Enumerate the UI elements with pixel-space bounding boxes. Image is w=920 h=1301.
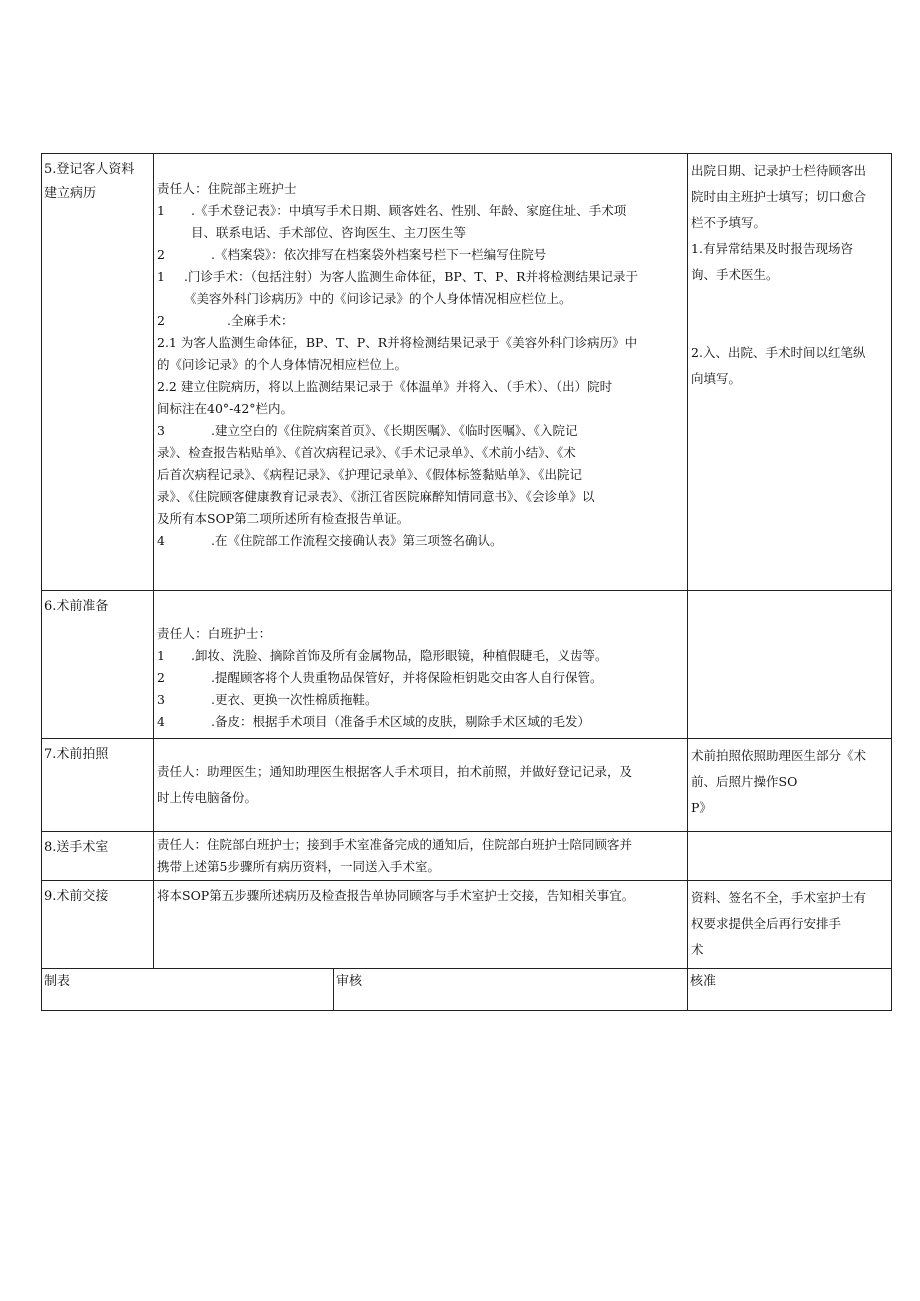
step9-title: 9.术前交接: [44, 889, 109, 904]
step8-content-cell: [154, 832, 688, 881]
step7-content: 责任人：助理医生；通知助理医生根据客人手术项目，拍术前照，并做好登记记录，及 时上传电脑备份。: [157, 764, 633, 805]
step5-item: 4 .在《住院部工作流程交接确认表》第三项签名确认。: [157, 533, 503, 548]
step5-item: 2 .全麻手术：: [157, 313, 294, 328]
prepared-by-cell: [42, 969, 334, 1011]
step8-note-cell: [688, 832, 892, 881]
step5-responsible: 责任人：住院部主班护士: [157, 181, 297, 196]
step6-title: 6.术前准备: [44, 599, 109, 614]
step5-content-cell: [154, 154, 688, 591]
step9-content: 将本SOP第五步骤所述病历及检查报告单协同顾客与手术室护士交接，告知相关事宜。: [157, 888, 635, 903]
step9-note-cell: [688, 881, 892, 969]
step7-note-cell: [688, 739, 892, 832]
step7-title: 7.术前拍照: [44, 747, 109, 762]
step5-item: 3 .建立空白的《住院病案首页》、《长期医嘱》、《临时医嘱》、《入院记 录》、检查报告粘贴单》、《首次病程记录》、《手术记录单》、《术前小结》、《术 后首次病程记录》、《病程记录》、《护理记录单》、《假体标签黏贴单》、《出院记 录》、《住院顾客健康教育记录表》、《浙江省医院麻醉知情同意书》、《会诊单》以 及所有本SOP第二项所述所有检查报告单证。: [157, 423, 595, 526]
step5-item: 1 .《手术登记表》：中填写手术日期、顾客姓名、性别、年龄、家庭住址、手术项 目、联系电话、手术部位、咨询医生、主刀医生等: [157, 203, 627, 240]
step5-row: [42, 154, 892, 591]
step9-content-cell: [154, 881, 688, 969]
prepared-by-label: 制表: [44, 974, 71, 989]
step5-sub2: 2.2 建立住院病历，将以上监测结果记录于《体温单》并将入、（手术）、（出）院时 间标注在40°-42°栏内。: [157, 379, 613, 416]
step8-title-cell: [42, 832, 154, 881]
step5-note-1: 出院日期、记录护士栏待顾客出 院时由主班护士填写；切口愈合 栏不予填写。: [691, 163, 867, 230]
step9-note: 资料、签名不全，手术室护士有 权要求提供全后再行安排手 术: [691, 890, 867, 957]
step7-note: 术前拍照依照助理医生部分《术 前、后照片操作SO P》: [691, 748, 867, 815]
step5-title-cell: [42, 154, 154, 591]
step5-item: 2 .《档案袋》：依次排写在档案袋外档案号栏下一栏编写住院号: [157, 247, 547, 262]
step5-note-3: 2.入、出院、手术时间以红笔纵 向填写。: [691, 345, 866, 386]
step9-title-cell: [42, 881, 154, 969]
step5-note-cell: [688, 154, 892, 591]
step6-responsible: 责任人：白班护士：: [157, 626, 272, 641]
step5-sub1: 2.1 为客人监测生命体征，BP、T、P、R并将检测结果记录于《美容外科门诊病历》中 的《问诊记录》的个人身体情况相应栏位上。: [157, 335, 638, 372]
step9-row: [42, 881, 892, 969]
step8-content: 责任人：住院部白班护士；接到手术室准备完成的通知后，住院部白班护士陪同顾客并 携带上述第5步骤所有病历资料，一同送入手术室。: [157, 837, 633, 874]
signoff-row: [42, 969, 892, 1011]
step6-note-cell: [688, 591, 892, 739]
step6-item: 2 .提醒顾客将个人贵重物品保管好，并将保险柜钥匙交由客人自行保管。: [157, 670, 603, 685]
step6-row: [42, 591, 892, 739]
sop-table: [41, 153, 892, 1011]
step6-item: 1 .卸妆、洗脸、摘除首饰及所有金属物品，隐形眼镜，种植假睫毛，义齿等。: [157, 648, 608, 663]
step6-item: 4 .备皮：根据手术项目（准备手术区域的皮肤，剔除手术区域的毛发）: [157, 714, 590, 729]
step8-title: 8.送手术室: [44, 840, 109, 855]
reviewed-by-label: 审核: [336, 974, 363, 989]
step5-item: 1 .门诊手术：（包括注射）为客人监测生命体征，BP、T、P、R并将检测结果记录于 《美容外科门诊病历》中的《问诊记录》的个人身体情况相应栏位上。: [157, 269, 638, 306]
step8-row: [42, 832, 892, 881]
step7-row: [42, 739, 892, 832]
step6-item: 3 .更衣、更换一次性棉质拖鞋。: [157, 692, 378, 707]
step7-content-cell: [154, 739, 688, 832]
step5-title: 5.登记客人资料 建立病历: [44, 162, 135, 201]
approved-by-cell: [688, 969, 892, 1011]
step6-title-cell: [42, 591, 154, 739]
step5-note-2: 1.有异常结果及时报告现场咨 询、手术医生。: [691, 241, 853, 282]
reviewed-by-cell: [334, 969, 688, 1011]
approved-by-label: 核准: [690, 974, 717, 989]
step7-title-cell: [42, 739, 154, 832]
step6-content-cell: [154, 591, 688, 739]
